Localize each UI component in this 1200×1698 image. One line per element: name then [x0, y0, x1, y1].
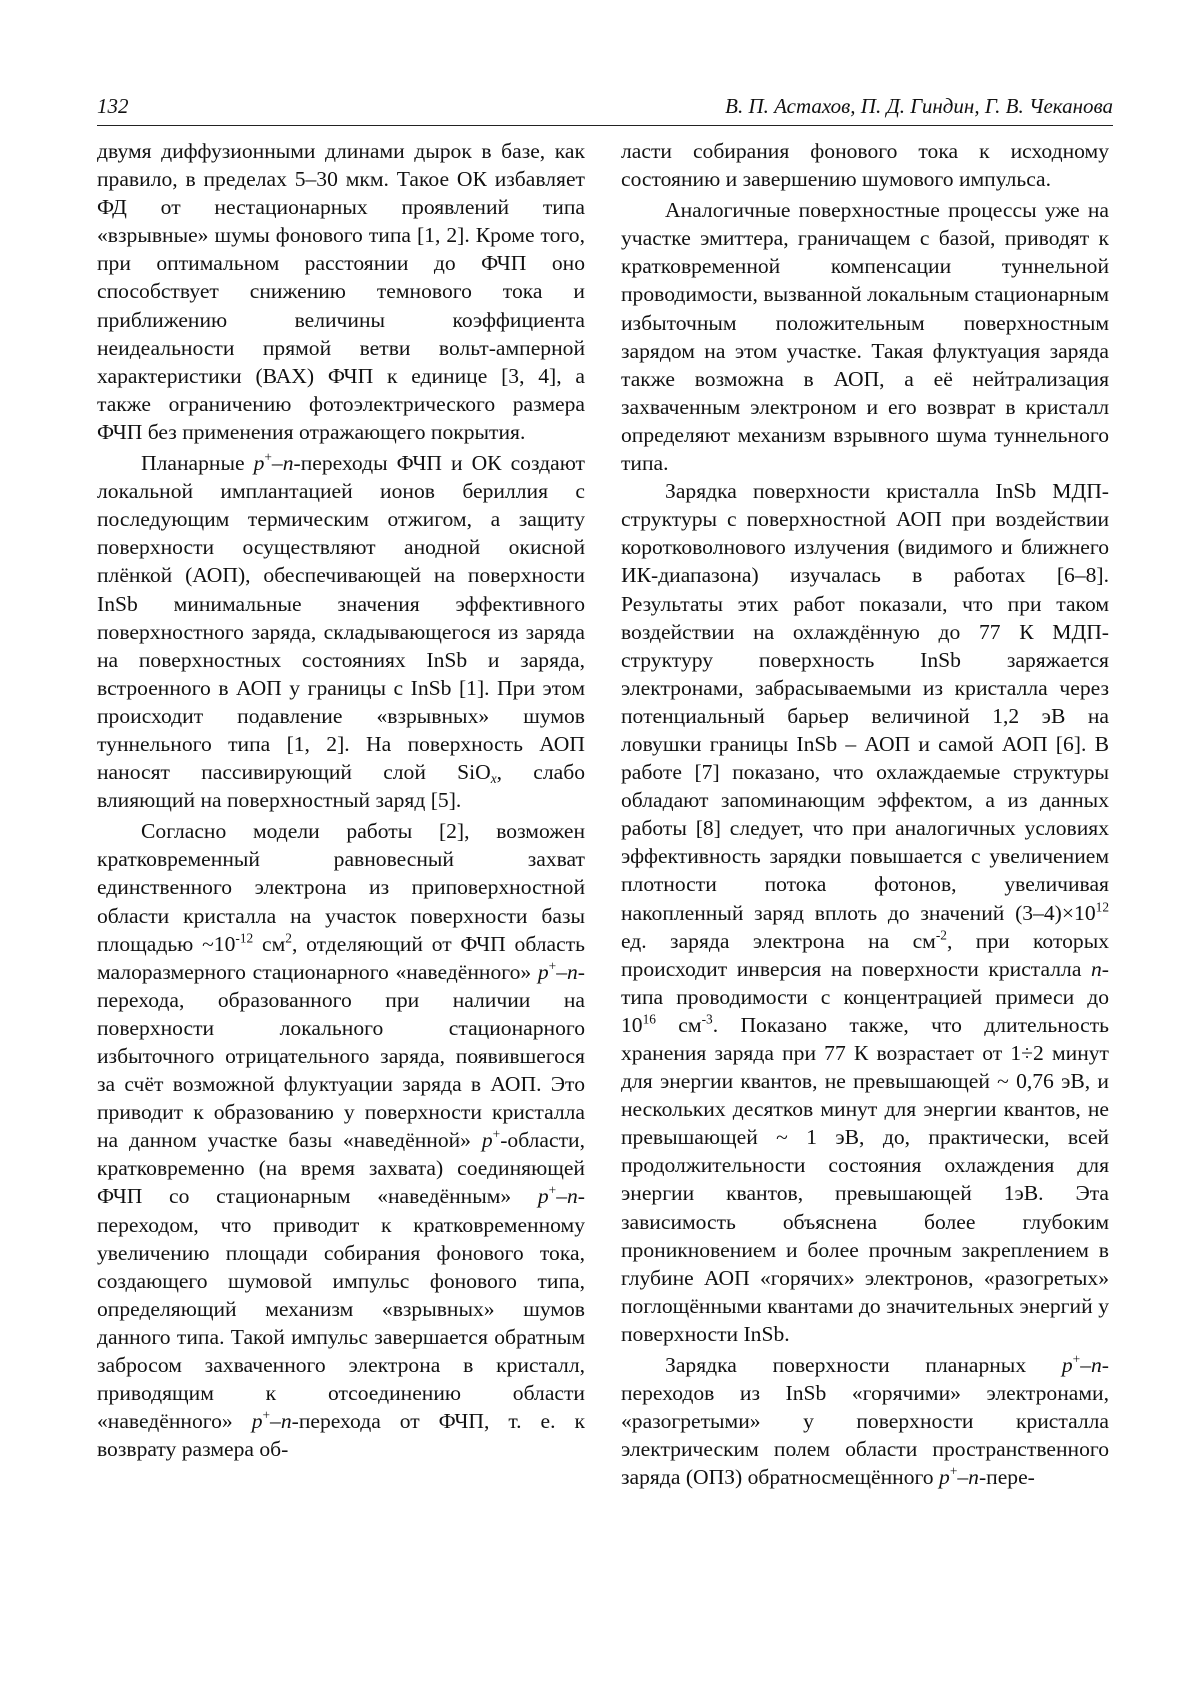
right-column	[621, 137, 1109, 1492]
paragraph: ласти собирания фонового тока к исходному состоянию и завершению шумового импульса.	[621, 137, 1109, 193]
left-column	[97, 137, 585, 1463]
paragraph: двумя диффузионными длинами дырок в базе, как правило, в пределах 5–30 мкм. Такое ОК избавляет ФД от нестационарных проявлений типа «взрывные» шумы фонового типа [1, 2]. Кроме того, при оптимальном расстоянии до ФЧП оно способствует снижению темнового тока и приближению величины коэффициента неидеальности прямой ветви вольт-амперной характеристики (ВАХ) ФЧП к единице [3, 4], а также ограничению фотоэлектрического размера ФЧП без применения отражающего покрытия.	[97, 137, 585, 446]
paragraph: Планарные p+–n-переходы ФЧП и ОК создают локальной имплантацией ионов бериллия с последующим термическим отжигом, а защиту поверхности осуществляют анодной окисной плёнкой (АОП), обеспечивающей на поверхности InSb минимальные значения эффективного поверхностного заряда, складывающегося из заряда на поверхностных состояниях InSb и заряда, встроенного в АОП у границы с InSb [1]. При этом происходит подавление «взрывных» шумов туннельного типа [1, 2]. На поверхность АОП наносят пассивирующий слой SiOx, слабо влияющий на поверхностный заряд [5].	[97, 449, 585, 814]
header-rule	[97, 125, 1113, 126]
paragraph: Согласно модели работы [2], возможен кратковременный равновесный захват единственного электрона из приповерхностной области кристалла на участок поверхности базы площадью ~10-12 см2, отделяющий от ФЧП область малоразмерного стационарного «наведённого» p+–n-перехода, образованного при наличии на поверхности локального стационарного избыточного отрицательного заряда, появившегося за счёт возможной флуктуации заряда в АОП. Это приводит к образованию у поверхности кристалла на данном участке базы «наведённой» p+-области, кратковременно (на время захвата) соединяющей ФЧП со стационарным «наведённым» p+–n-переходом, что приводит к кратковременному увеличению площади собирания фонового тока, создающего шумовой импульс фонового типа, определяющий механизм «взрывных» шумов данного типа. Такой импульс завершается обратным забросом захваченного электрона в кристалл, приводящим к отсоединению области «наведённого» p+–n-перехода от ФЧП, т. е. к возврату размера об-	[97, 817, 585, 1463]
paragraph: Зарядка поверхности кристалла InSb МДП-структуры с поверхностной АОП при воздействии коротковолнового излучения (видимого и ближнего ИК-диапазона) изучалась в работах [6–8]. Результаты этих работ показали, что при таком воздействии на охлаждённую до 77 К МДП-структуру поверхность InSb заряжается электронами, забрасываемыми из кристалла через потенциальный барьер величиной 1,2 эВ на ловушки границы InSb – АОП и самой АОП [6]. В работе [7] показано, что охлаждаемые структуры обладают запоминающим эффектом, а из данных работы [8] следует, что при аналогичных условиях эффективность зарядки повышается с увеличением плотности потока фотонов, увеличивая накопленный заряд вплоть до значений (3–4)×1012 ед. заряда электрона на см-2, при которых происходит инверсия на поверхности кристалла n-типа проводимости с концентрацией примеси до 1016 см-3. Показано также, что длительность хранения заряда при 77 К возрастает от 1÷2 минут для энергии квантов, не превышающей ~ 0,76 эВ, и нескольких десятков минут для энергии квантов, не превышающей ~ 1 эВ, до, практически, всей продолжительности состояния охлаждения для энергии квантов, превышающей 1эВ. Эта зависимость объяснена более глубоким проникновением и более прочным закреплением в глубине АОП «горячих» электронов, «разогретых» поглощёнными квантами до значительных энергий у поверхности InSb.	[621, 477, 1109, 1348]
page-number: 132	[97, 94, 129, 119]
paragraph: Зарядка поверхности планарных p+–n-переходов из InSb «горячими» электронами, «разогретыми» у поверхности кристалла электрическим полем области пространственного заряда (ОПЗ) обратносмещённого p+–n-пере-	[621, 1351, 1109, 1491]
running-header-authors: В. П. Астахов, П. Д. Гиндин, Г. В. Чеканова	[725, 94, 1113, 119]
paragraph: Аналогичные поверхностные процессы уже на участке эмиттера, граничащем с базой, приводят к кратковременной компенсации туннельной проводимости, вызванной локальным стационарным избыточным положительным поверхностным зарядом на этом участке. Такая флуктуация заряда также возможна в АОП, а её нейтрализация захваченным электроном и его возврат в кристалл определяют механизм взрывного шума туннельного типа.	[621, 196, 1109, 477]
running-header	[97, 88, 1113, 128]
